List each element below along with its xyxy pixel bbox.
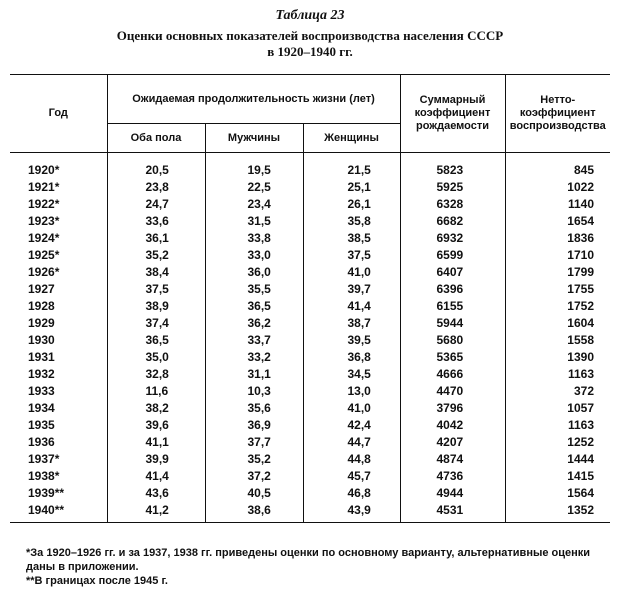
cell-women: 25,1 — [303, 178, 400, 195]
table-row — [10, 195, 610, 212]
cell-both-sexes: 32,8 — [107, 365, 205, 382]
cell-both-sexes: 38,2 — [107, 399, 205, 416]
cell-men: 33,7 — [205, 331, 303, 348]
cell-year: 1920* — [10, 153, 107, 179]
cell-women: 39,5 — [303, 331, 400, 348]
header-men: Мужчины — [205, 124, 303, 153]
table-row — [10, 297, 610, 314]
cell-total-fertility: 6407 — [400, 263, 505, 280]
cell-both-sexes: 41,1 — [107, 433, 205, 450]
cell-men: 22,5 — [205, 178, 303, 195]
cell-men: 10,3 — [205, 382, 303, 399]
cell-year: 1937* — [10, 450, 107, 467]
cell-total-fertility: 4531 — [400, 501, 505, 523]
cell-men: 35,2 — [205, 450, 303, 467]
table-row — [10, 399, 610, 416]
cell-women: 38,5 — [303, 229, 400, 246]
table-row — [10, 314, 610, 331]
cell-men: 19,5 — [205, 153, 303, 179]
cell-total-fertility: 6396 — [400, 280, 505, 297]
cell-year: 1923* — [10, 212, 107, 229]
cell-women: 42,4 — [303, 416, 400, 433]
cell-total-fertility: 4207 — [400, 433, 505, 450]
cell-women: 35,8 — [303, 212, 400, 229]
header-total-fertility: Суммарный коэффициент рождаемости — [400, 75, 505, 153]
cell-total-fertility: 5925 — [400, 178, 505, 195]
header-women: Женщины — [303, 124, 400, 153]
cell-net-reproduction: 1057 — [505, 399, 610, 416]
cell-women: 41,0 — [303, 263, 400, 280]
table-row — [10, 382, 610, 399]
cell-net-reproduction: 1654 — [505, 212, 610, 229]
cell-net-reproduction: 1352 — [505, 501, 610, 523]
cell-both-sexes: 36,1 — [107, 229, 205, 246]
cell-women: 26,1 — [303, 195, 400, 212]
cell-women: 39,7 — [303, 280, 400, 297]
cell-total-fertility: 6599 — [400, 246, 505, 263]
cell-year: 1927 — [10, 280, 107, 297]
cell-net-reproduction: 1755 — [505, 280, 610, 297]
cell-men: 36,5 — [205, 297, 303, 314]
cell-both-sexes: 24,7 — [107, 195, 205, 212]
cell-net-reproduction: 1415 — [505, 467, 610, 484]
footnote-main-variant: *За 1920–1926 гг. и за 1937, 1938 гг. приведены оценки по основному варианту, альтернативные оценки даны в приложении. — [26, 547, 591, 573]
cell-both-sexes: 39,6 — [107, 416, 205, 433]
cell-men: 31,5 — [205, 212, 303, 229]
cell-year: 1935 — [10, 416, 107, 433]
table-title — [0, 28, 620, 60]
cell-year: 1922* — [10, 195, 107, 212]
footnote-borders: **В границах после 1945 г. — [26, 575, 168, 587]
cell-both-sexes: 38,4 — [107, 263, 205, 280]
table-label: Таблица 23 — [275, 8, 345, 23]
cell-both-sexes: 38,9 — [107, 297, 205, 314]
table-body — [10, 153, 610, 523]
cell-total-fertility: 6155 — [400, 297, 505, 314]
cell-year: 1931 — [10, 348, 107, 365]
cell-total-fertility: 4042 — [400, 416, 505, 433]
cell-year: 1930 — [10, 331, 107, 348]
cell-net-reproduction: 1163 — [505, 365, 610, 382]
cell-net-reproduction: 1252 — [505, 433, 610, 450]
cell-total-fertility: 5680 — [400, 331, 505, 348]
cell-both-sexes: 20,5 — [107, 153, 205, 179]
cell-both-sexes: 39,9 — [107, 450, 205, 467]
table-row — [10, 229, 610, 246]
cell-net-reproduction: 372 — [505, 382, 610, 399]
table-row — [10, 153, 610, 179]
header-both-sexes: Оба пола — [107, 124, 205, 153]
cell-total-fertility: 4944 — [400, 484, 505, 501]
cell-year: 1940** — [10, 501, 107, 523]
title-line-1: Оценки основных показателей воспроизводства населения СССР — [116, 28, 504, 43]
table-row — [10, 246, 610, 263]
cell-women: 43,9 — [303, 501, 400, 523]
cell-men: 23,4 — [205, 195, 303, 212]
cell-year: 1933 — [10, 382, 107, 399]
cell-total-fertility: 5823 — [400, 153, 505, 179]
cell-both-sexes: 41,2 — [107, 501, 205, 523]
cell-women: 34,5 — [303, 365, 400, 382]
cell-net-reproduction: 1163 — [505, 416, 610, 433]
cell-women: 46,8 — [303, 484, 400, 501]
cell-year: 1928 — [10, 297, 107, 314]
cell-women: 37,5 — [303, 246, 400, 263]
cell-women: 36,8 — [303, 348, 400, 365]
cell-total-fertility: 5944 — [400, 314, 505, 331]
table-row — [10, 450, 610, 467]
table-row — [10, 433, 610, 450]
cell-men: 36,9 — [205, 416, 303, 433]
cell-both-sexes: 43,6 — [107, 484, 205, 501]
table-row — [10, 348, 610, 365]
cell-both-sexes: 11,6 — [107, 382, 205, 399]
cell-net-reproduction: 1836 — [505, 229, 610, 246]
cell-total-fertility: 4666 — [400, 365, 505, 382]
cell-women: 45,7 — [303, 467, 400, 484]
cell-net-reproduction: 1752 — [505, 297, 610, 314]
cell-both-sexes: 41,4 — [107, 467, 205, 484]
cell-both-sexes: 23,8 — [107, 178, 205, 195]
cell-men: 40,5 — [205, 484, 303, 501]
cell-total-fertility: 4470 — [400, 382, 505, 399]
cell-total-fertility: 4874 — [400, 450, 505, 467]
cell-net-reproduction: 1564 — [505, 484, 610, 501]
cell-both-sexes: 35,0 — [107, 348, 205, 365]
cell-net-reproduction: 1799 — [505, 263, 610, 280]
cell-net-reproduction: 1022 — [505, 178, 610, 195]
header-net-reproduction: Нетто-коэффициент воспроизводства — [505, 75, 610, 153]
table-row — [10, 263, 610, 280]
cell-men: 37,2 — [205, 467, 303, 484]
cell-men: 35,5 — [205, 280, 303, 297]
cell-total-fertility: 4736 — [400, 467, 505, 484]
cell-year: 1929 — [10, 314, 107, 331]
cell-net-reproduction: 1710 — [505, 246, 610, 263]
cell-men: 33,0 — [205, 246, 303, 263]
cell-men: 31,1 — [205, 365, 303, 382]
cell-year: 1925* — [10, 246, 107, 263]
cell-women: 21,5 — [303, 153, 400, 179]
cell-year: 1936 — [10, 433, 107, 450]
cell-net-reproduction: 1558 — [505, 331, 610, 348]
cell-men: 33,2 — [205, 348, 303, 365]
cell-net-reproduction: 1390 — [505, 348, 610, 365]
cell-both-sexes: 33,6 — [107, 212, 205, 229]
table-row — [10, 467, 610, 484]
cell-net-reproduction: 1604 — [505, 314, 610, 331]
table-row — [10, 416, 610, 433]
cell-both-sexes: 36,5 — [107, 331, 205, 348]
table-row — [10, 501, 610, 523]
table-row — [10, 212, 610, 229]
cell-men: 36,2 — [205, 314, 303, 331]
cell-total-fertility: 6328 — [400, 195, 505, 212]
cell-both-sexes: 35,2 — [107, 246, 205, 263]
header-life-expectancy: Ожидаемая продолжительность жизни (лет) — [107, 75, 400, 124]
cell-women: 41,0 — [303, 399, 400, 416]
cell-year: 1934 — [10, 399, 107, 416]
cell-year: 1924* — [10, 229, 107, 246]
cell-year: 1921* — [10, 178, 107, 195]
reproduction-table — [10, 74, 610, 523]
cell-net-reproduction: 1140 — [505, 195, 610, 212]
cell-net-reproduction: 1444 — [505, 450, 610, 467]
cell-women: 38,7 — [303, 314, 400, 331]
cell-men: 33,8 — [205, 229, 303, 246]
cell-men: 35,6 — [205, 399, 303, 416]
cell-both-sexes: 37,5 — [107, 280, 205, 297]
title-line-2: в 1920–1940 гг. — [267, 44, 353, 59]
cell-total-fertility: 3796 — [400, 399, 505, 416]
cell-men: 37,7 — [205, 433, 303, 450]
cell-women: 41,4 — [303, 297, 400, 314]
cell-net-reproduction: 845 — [505, 153, 610, 179]
cell-year: 1932 — [10, 365, 107, 382]
cell-women: 44,7 — [303, 433, 400, 450]
table-row — [10, 365, 610, 382]
table-row — [10, 178, 610, 195]
cell-year: 1939** — [10, 484, 107, 501]
table-row — [10, 331, 610, 348]
header-year: Год — [10, 75, 107, 153]
cell-year: 1938* — [10, 467, 107, 484]
cell-year: 1926* — [10, 263, 107, 280]
cell-total-fertility: 6682 — [400, 212, 505, 229]
table-row — [10, 484, 610, 501]
cell-total-fertility: 6932 — [400, 229, 505, 246]
table-row — [10, 280, 610, 297]
cell-men: 36,0 — [205, 263, 303, 280]
cell-women: 44,8 — [303, 450, 400, 467]
cell-both-sexes: 37,4 — [107, 314, 205, 331]
cell-women: 13,0 — [303, 382, 400, 399]
cell-total-fertility: 5365 — [400, 348, 505, 365]
cell-men: 38,6 — [205, 501, 303, 523]
